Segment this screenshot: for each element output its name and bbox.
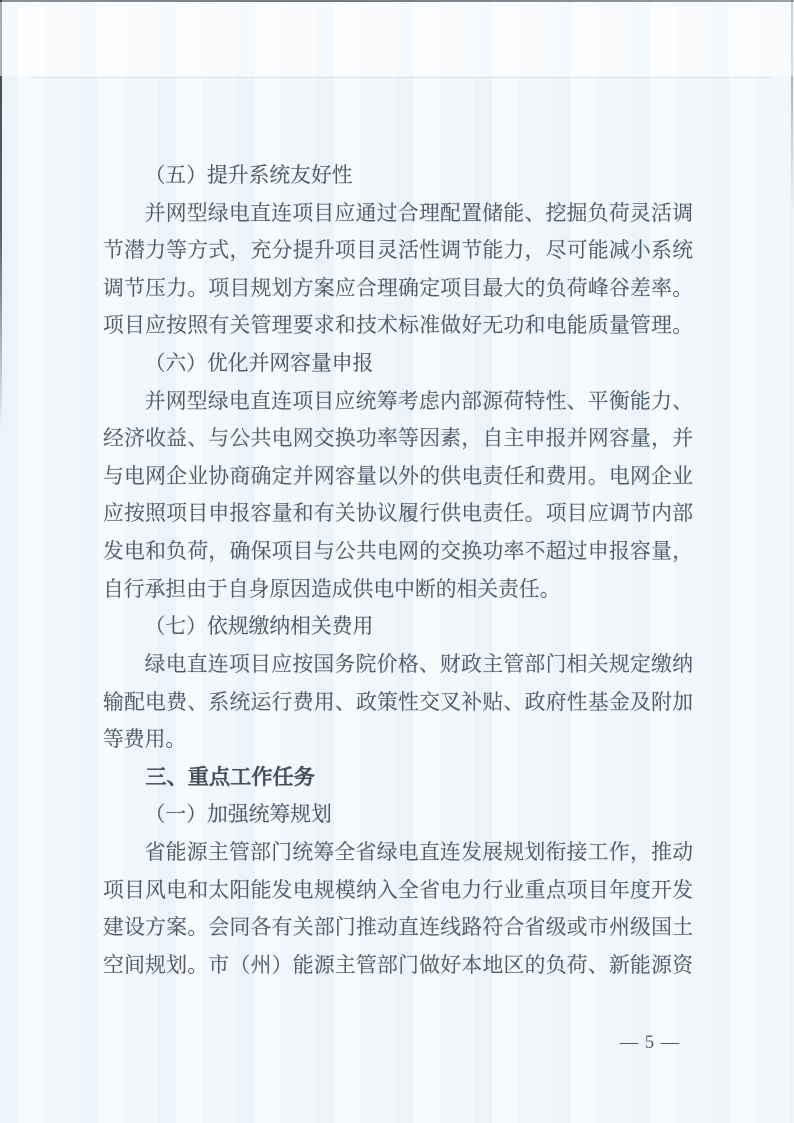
paragraph-line: 与电网企业协商确定并网容量以外的供电责任和费用。电网企业: [103, 464, 693, 488]
document-text-block: [103, 157, 693, 984]
paragraph-line: 节潜力等方式，充分提升项目灵活性调节能力，尽可能减小系统: [103, 239, 693, 263]
paragraph-line: 应按照项目申报容量和有关协议履行供电责任。项目应调节内部: [103, 502, 693, 526]
paragraph-line: 经济收益、与公共电网交换功率等因素，自主申报并网容量，并: [103, 427, 693, 451]
scan-top-band: [0, 2, 794, 76]
paragraph-line: 省能源主管部门统筹全省绿电直连发展规划衔接工作，推动: [144, 840, 693, 864]
section-heading-1: （一）加强统筹规划: [144, 803, 332, 827]
paragraph-line: 并网型绿电直连项目应统筹考虑内部源荷特性、平衡能力、: [144, 389, 693, 413]
paragraph-line: 空间规划。市（州）能源主管部门做好本地区的负荷、新能源资: [103, 953, 693, 977]
paragraph-line: 项目风电和太阳能发电规模纳入全省电力行业重点项目年度开发: [103, 878, 693, 902]
section-heading-7: （七）依规缴纳相关费用: [144, 615, 374, 639]
paragraph-line: 建设方案。会同各有关部门推动直连线路符合省级或市州级国土: [103, 916, 693, 940]
paragraph-line: 输配电费、系统运行费用、政策性交叉补贴、政府性基金及附加: [103, 690, 693, 714]
paper-crease-line: [30, 77, 772, 78]
page-number: — 5 —: [619, 1033, 681, 1053]
paragraph-line: 发电和负荷，确保项目与公共电网的交换功率不超过申报容量，: [103, 540, 693, 564]
section-heading-5: （五）提升系统友好性: [144, 164, 353, 187]
paragraph-line: 项目应按照有关管理要求和技术标准做好无功和电能质量管理。: [103, 314, 693, 338]
paragraph-line: 自行承担由于自身原因造成供电中断的相关责任。: [103, 577, 561, 601]
paragraph-line: 等费用。: [103, 728, 187, 752]
chapter-heading-3: 三、重点工作任务: [145, 765, 315, 789]
paragraph-line: 绿电直连项目应按国务院价格、财政主管部门相关规定缴纳: [144, 652, 693, 676]
paragraph-line: 并网型绿电直连项目应通过合理配置储能、挖掘负荷灵活调: [144, 201, 693, 225]
paragraph-line: 调节压力。项目规划方案应合理确定项目最大的负荷峰谷差率。: [103, 276, 693, 300]
section-heading-6: （六）优化并网容量申报: [144, 352, 374, 376]
